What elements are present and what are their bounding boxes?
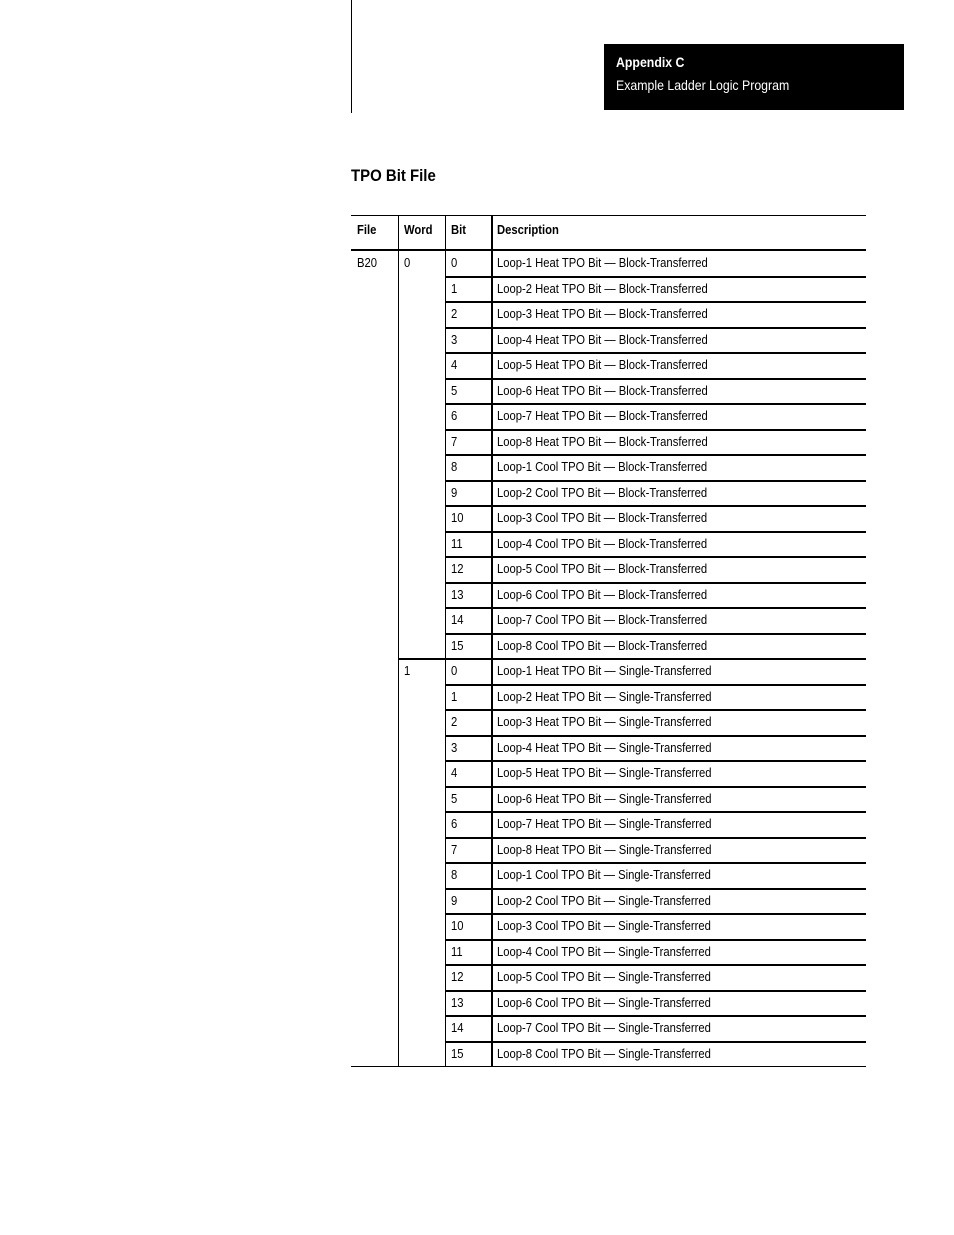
appendix-label: Appendix C bbox=[616, 54, 685, 70]
row-rule bbox=[445, 429, 866, 431]
description-cell: Loop-2 Cool TPO Bit — Single-Transferred bbox=[497, 893, 711, 908]
description-cell: Loop-7 Cool TPO Bit — Single-Transferred bbox=[497, 1021, 711, 1035]
description-cell: Loop-4 Cool TPO Bit — Block-Transferred bbox=[497, 536, 708, 551]
bit-cell: 4 bbox=[451, 766, 458, 780]
row-rule bbox=[445, 301, 866, 303]
description-cell: Loop-2 Cool TPO Bit — Block-Transferred bbox=[497, 485, 708, 500]
description-cell: Loop-4 Heat TPO Bit — Single-Transferred bbox=[497, 740, 712, 755]
bit-cell: 11 bbox=[451, 536, 463, 551]
row-rule bbox=[445, 913, 866, 915]
row-rule bbox=[445, 276, 866, 278]
bit-cell: 6 bbox=[451, 409, 458, 423]
row-rule bbox=[445, 709, 866, 711]
bit-cell: 4 bbox=[451, 358, 458, 372]
row-rule bbox=[445, 582, 866, 584]
description-cell: Loop-5 Heat TPO Bit — Single-Transferred bbox=[497, 766, 712, 780]
word-cell: 1 bbox=[404, 664, 411, 678]
word-separator-rule bbox=[398, 658, 866, 660]
bit-cell: 6 bbox=[451, 817, 458, 831]
row-rule bbox=[445, 1015, 866, 1017]
bit-cell: 15 bbox=[451, 1046, 464, 1061]
description-cell: Loop-8 Heat TPO Bit — Block-Transferred bbox=[497, 434, 708, 449]
bit-cell: 2 bbox=[451, 307, 458, 321]
bit-cell: 13 bbox=[451, 587, 464, 602]
description-cell: Loop-5 Cool TPO Bit — Block-Transferred bbox=[497, 562, 708, 576]
column-header-file: File bbox=[357, 223, 377, 237]
description-cell: Loop-6 Cool TPO Bit — Single-Transferred bbox=[497, 995, 711, 1010]
appendix-subtitle: Example Ladder Logic Program bbox=[616, 77, 790, 93]
bit-cell: 2 bbox=[451, 715, 458, 729]
column-rule-description bbox=[491, 215, 493, 1066]
description-cell: Loop-4 Heat TPO Bit — Block-Transferred bbox=[497, 332, 708, 347]
column-rule-word bbox=[398, 215, 399, 1066]
bit-cell: 8 bbox=[451, 460, 458, 474]
file-cell: B20 bbox=[357, 256, 378, 270]
bit-cell: 7 bbox=[451, 842, 458, 857]
description-cell: Loop-6 Cool TPO Bit — Block-Transferred bbox=[497, 587, 708, 602]
description-cell: Loop-6 Heat TPO Bit — Single-Transferred bbox=[497, 791, 712, 806]
row-rule bbox=[445, 837, 866, 839]
bit-cell: 0 bbox=[451, 256, 458, 270]
column-header-description: Description bbox=[497, 223, 559, 237]
column-rule-bit bbox=[445, 215, 446, 1066]
description-cell: Loop-5 Heat TPO Bit — Block-Transferred bbox=[497, 358, 708, 372]
bit-cell: 5 bbox=[451, 791, 458, 806]
row-rule bbox=[445, 964, 866, 966]
row-rule bbox=[445, 811, 866, 813]
row-rule bbox=[445, 760, 866, 762]
description-cell: Loop-3 Cool TPO Bit — Single-Transferred bbox=[497, 919, 711, 933]
row-rule bbox=[445, 786, 866, 788]
description-cell: Loop-8 Cool TPO Bit — Single-Transferred bbox=[497, 1046, 711, 1061]
row-rule bbox=[445, 684, 866, 686]
description-cell: Loop-3 Heat TPO Bit — Single-Transferred bbox=[497, 715, 712, 729]
row-rule bbox=[445, 888, 866, 890]
row-rule bbox=[445, 862, 866, 864]
bit-cell: 9 bbox=[451, 485, 458, 500]
appendix-header bbox=[604, 44, 904, 110]
row-rule bbox=[445, 327, 866, 329]
row-rule bbox=[445, 1041, 866, 1043]
row-rule bbox=[445, 990, 866, 992]
description-cell: Loop-2 Heat TPO Bit — Single-Transferred bbox=[497, 689, 712, 704]
word-cell: 0 bbox=[404, 256, 411, 270]
table-top-rule bbox=[351, 215, 866, 216]
description-cell: Loop-3 Cool TPO Bit — Block-Transferred bbox=[497, 511, 708, 525]
row-rule bbox=[445, 607, 866, 609]
row-rule bbox=[445, 556, 866, 558]
bit-cell: 12 bbox=[451, 562, 464, 576]
row-rule bbox=[445, 939, 866, 941]
bit-cell: 0 bbox=[451, 664, 458, 678]
description-cell: Loop-6 Heat TPO Bit — Block-Transferred bbox=[497, 383, 708, 398]
row-rule bbox=[445, 352, 866, 354]
description-cell: Loop-7 Cool TPO Bit — Block-Transferred bbox=[497, 613, 708, 627]
row-rule bbox=[445, 454, 866, 456]
section-title: TPO Bit File bbox=[351, 166, 436, 185]
bit-cell: 7 bbox=[451, 434, 458, 449]
description-cell: Loop-8 Heat TPO Bit — Single-Transferred bbox=[497, 842, 712, 857]
column-header-bit: Bit bbox=[451, 223, 467, 237]
row-rule bbox=[445, 378, 866, 380]
bit-cell: 13 bbox=[451, 995, 464, 1010]
description-cell: Loop-8 Cool TPO Bit — Block-Transferred bbox=[497, 638, 708, 653]
bit-cell: 3 bbox=[451, 332, 458, 347]
bit-cell: 9 bbox=[451, 893, 458, 908]
row-rule bbox=[445, 633, 866, 635]
description-cell: Loop-1 Heat TPO Bit — Block-Transferred bbox=[497, 256, 708, 270]
bit-cell: 12 bbox=[451, 970, 464, 984]
description-cell: Loop-1 Cool TPO Bit — Block-Transferred bbox=[497, 460, 708, 474]
bit-cell: 1 bbox=[451, 689, 458, 704]
description-cell: Loop-7 Heat TPO Bit — Block-Transferred bbox=[497, 409, 708, 423]
bit-cell: 14 bbox=[451, 613, 464, 627]
bit-cell: 8 bbox=[451, 868, 458, 882]
description-cell: Loop-5 Cool TPO Bit — Single-Transferred bbox=[497, 970, 711, 984]
row-rule bbox=[445, 735, 866, 737]
bit-cell: 14 bbox=[451, 1021, 464, 1035]
description-cell: Loop-1 Heat TPO Bit — Single-Transferred bbox=[497, 664, 712, 678]
bit-cell: 5 bbox=[451, 383, 458, 398]
row-rule bbox=[445, 505, 866, 507]
row-rule bbox=[445, 480, 866, 482]
table-bottom-rule bbox=[351, 1066, 866, 1067]
description-cell: Loop-1 Cool TPO Bit — Single-Transferred bbox=[497, 868, 711, 882]
column-header-word: Word bbox=[404, 223, 433, 237]
description-cell: Loop-2 Heat TPO Bit — Block-Transferred bbox=[497, 281, 708, 296]
description-cell: Loop-4 Cool TPO Bit — Single-Transferred bbox=[497, 944, 711, 959]
bit-cell: 10 bbox=[451, 919, 464, 933]
description-cell: Loop-7 Heat TPO Bit — Single-Transferred bbox=[497, 817, 712, 831]
bit-cell: 3 bbox=[451, 740, 458, 755]
description-cell: Loop-3 Heat TPO Bit — Block-Transferred bbox=[497, 307, 708, 321]
bit-cell: 15 bbox=[451, 638, 464, 653]
bit-cell: 1 bbox=[451, 281, 458, 296]
row-rule bbox=[445, 531, 866, 533]
bit-cell: 11 bbox=[451, 944, 463, 959]
table-header-rule bbox=[351, 249, 866, 251]
bit-cell: 10 bbox=[451, 511, 464, 525]
row-rule bbox=[445, 403, 866, 405]
margin-rule bbox=[351, 0, 352, 113]
